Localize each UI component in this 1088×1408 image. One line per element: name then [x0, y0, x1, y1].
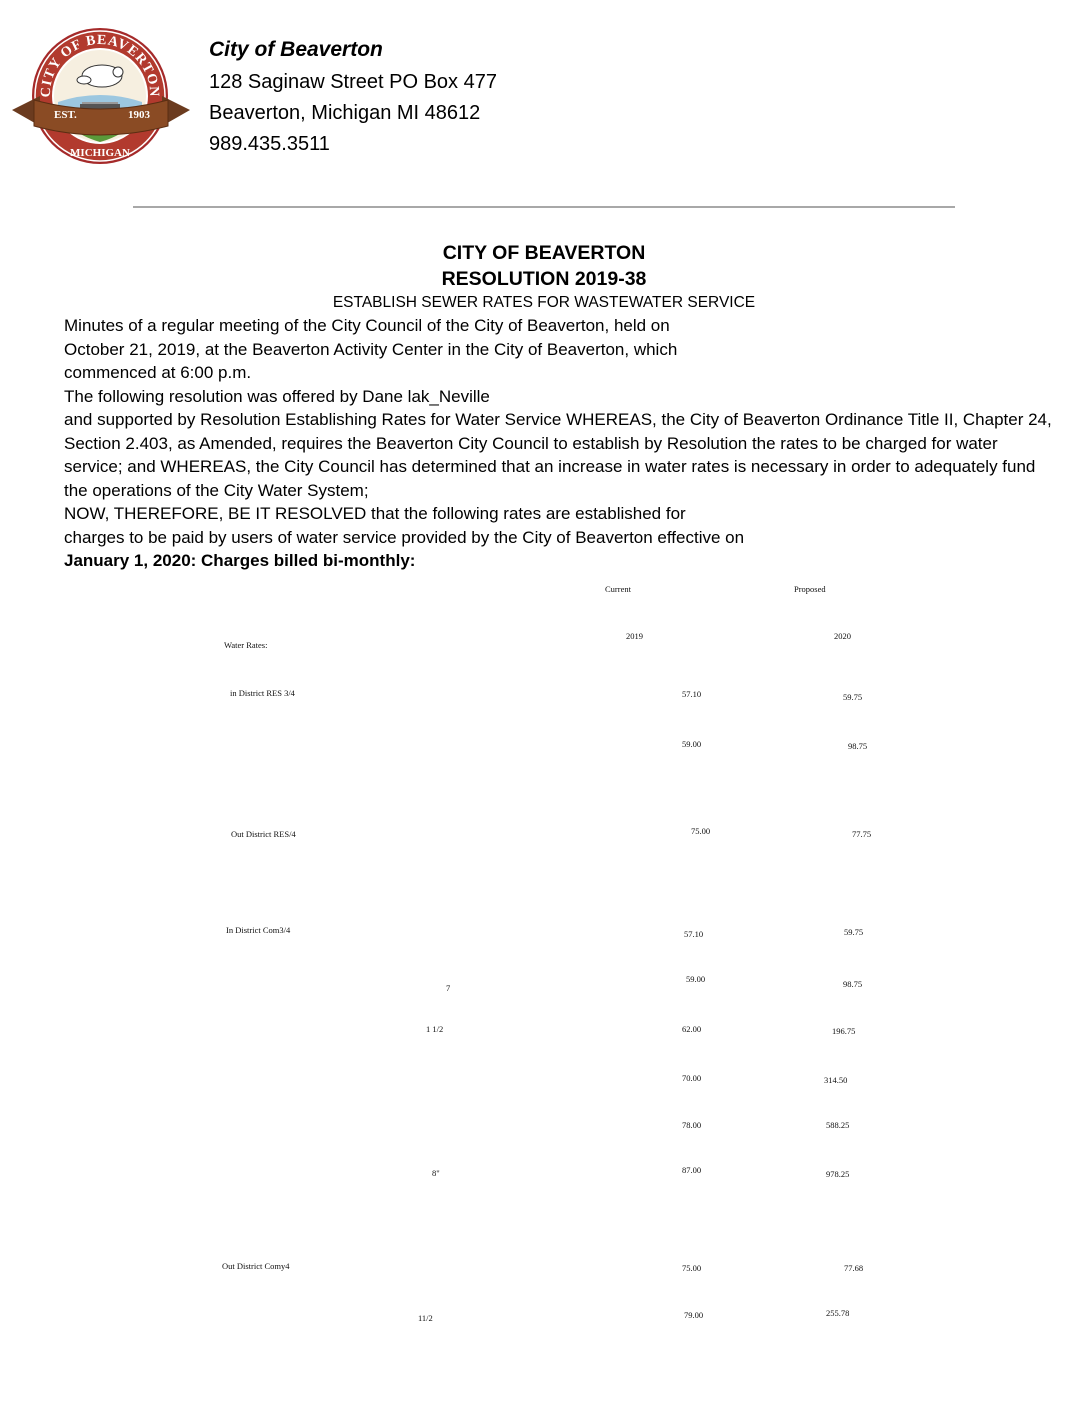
rate-current-value: 75.00 [682, 1263, 702, 1273]
rate-proposed-value: 255.78 [826, 1308, 850, 1318]
resolution-number: RESOLUTION 2019-38 [441, 268, 647, 290]
rate-current-value: 79.00 [684, 1310, 704, 1320]
svg-text:1903: 1903 [128, 109, 150, 121]
document-title: CITY OF BEAVERTON [442, 242, 646, 264]
body-paragraph: The following resolution was offered by Dane lak_Neville [64, 386, 490, 406]
body-paragraph: October 21, 2019, at the Beaverton Activity Center in the City of Beaverton, which [64, 339, 678, 359]
address-line-2: Beaverton, Michigan MI 48612 [209, 102, 481, 124]
water-rates-label: Water Rates: [224, 640, 268, 650]
rate-size-label: 1 1/2 [426, 1024, 444, 1034]
rate-current-value: 78.00 [682, 1120, 702, 1130]
organization-name: City of Beaverton [209, 38, 383, 61]
rate-size-label: 7 [446, 983, 451, 993]
column-header-current: Current [605, 584, 631, 594]
rate-row-label: in District RES 3/4 [230, 688, 295, 698]
header-divider [133, 206, 955, 208]
svg-text:CITY OF BEAVERTON: CITY OF BEAVERTON [38, 32, 162, 98]
effective-date-heading: January 1, 2020: Charges billed bi-monthly: [64, 551, 416, 570]
rate-current-value: 57.10 [684, 929, 704, 939]
rate-current-value: 57.10 [682, 689, 702, 699]
rate-current-value: 59.00 [682, 739, 702, 749]
address-line-1: 128 Saginaw Street PO Box 477 [209, 71, 497, 93]
column-year-current: 2019 [626, 631, 643, 641]
svg-text:MICHIGAN: MICHIGAN [70, 147, 130, 159]
body-paragraph: commenced at 6:00 p.m. [64, 363, 252, 382]
rate-proposed-value: 588.25 [826, 1120, 850, 1130]
rate-proposed-value: 196.75 [832, 1026, 856, 1036]
body-paragraph: Minutes of a regular meeting of the City Council of the City of Beaverton, held on [64, 316, 670, 335]
rate-current-value: 62.00 [682, 1024, 702, 1034]
rate-proposed-value: 314.50 [824, 1075, 848, 1085]
column-year-proposed: 2020 [834, 631, 851, 641]
rate-proposed-value: 59.75 [843, 692, 863, 702]
rate-current-value: 70.00 [682, 1073, 702, 1083]
rate-proposed-value: 77.68 [844, 1263, 864, 1273]
rate-current-value: 59.00 [686, 974, 706, 984]
resolution-body [64, 314, 1054, 573]
rate-current-value: 87.00 [682, 1165, 702, 1175]
column-header-proposed: Proposed [794, 584, 826, 594]
svg-text:EST.: EST. [54, 109, 77, 121]
rate-size-label: 11/2 [418, 1313, 433, 1323]
rate-size-label: 8" [432, 1168, 440, 1178]
rate-proposed-value: 77.75 [852, 829, 872, 839]
rate-proposed-value: 978.25 [826, 1169, 850, 1179]
city-seal-logo [10, 22, 192, 170]
rate-proposed-value: 98.75 [848, 741, 868, 751]
rate-proposed-value: 59.75 [844, 927, 864, 937]
rate-current-value: 75.00 [691, 826, 711, 836]
rate-row-label: Out District RES/4 [231, 829, 296, 839]
rate-proposed-value: 98.75 [843, 979, 863, 989]
rate-row-label: Out District Comy4 [222, 1261, 290, 1271]
rate-row-label: In District Com3/4 [226, 925, 291, 935]
phone-number: 989.435.3511 [209, 133, 330, 155]
body-paragraph: and supported by Resolution Establishing Rates for Water Service WHEREAS, the City of Beaverton Ordinance Title II, Chapter 24, Section 2.403, as Amended, requires the Beaverton City Council to establish by Resolution the rates to be charged for water service; and WHEREAS, the City Council has determined that an increase in water rates is necessary in order to adequately fund the operations of the City Water System; [64, 410, 1052, 500]
body-paragraph: charges to be paid by users of water service provided by the City of Beaverton effective on [64, 527, 745, 547]
body-paragraph: NOW, THEREFORE, BE IT RESOLVED that the following rates are established for [64, 504, 686, 523]
resolution-subtitle: ESTABLISH SEWER RATES FOR WASTEWATER SERVICE [332, 294, 756, 311]
